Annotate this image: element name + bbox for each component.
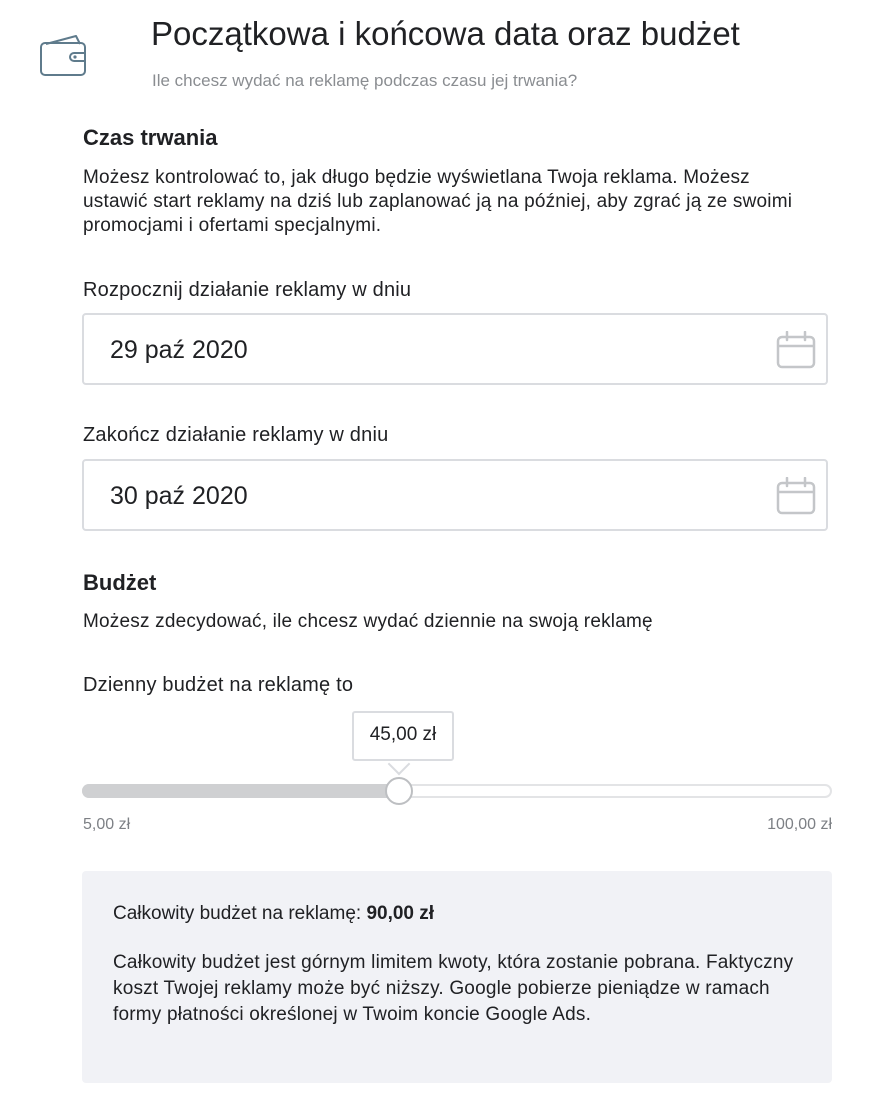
total-budget-label: Całkowity budżet na reklamę: — [113, 903, 362, 924]
start-date-value: 29 paź 2020 — [110, 336, 248, 364]
budget-description: Możesz zdecydować, ile chcesz wydać dziennie na swoją reklamę — [83, 611, 653, 632]
duration-heading: Czas trwania — [83, 125, 218, 150]
budget-summary-box — [82, 871, 832, 1083]
budget-slider-thumb[interactable] — [385, 777, 413, 805]
calendar-icon[interactable] — [776, 477, 816, 515]
total-budget-line — [113, 902, 434, 926]
calendar-icon[interactable] — [776, 331, 816, 369]
page-subtitle: Ile chcesz wydać na reklamę podczas czasu jej trwania? — [152, 71, 578, 90]
duration-description: Możesz kontrolować to, jak długo będzie wyświetlana Twoja reklama. Możesz ustawić start reklamy na dziś lub zaplanować ją na później, aby zgrać ją ze swoimi promocjami i ofertami specjalnymi. — [83, 167, 793, 236]
start-date-field[interactable] — [82, 313, 828, 385]
page-title: Początkowa i końcowa data oraz budżet — [151, 15, 740, 52]
start-date-label: Rozpocznij działanie reklamy w dniu — [83, 279, 412, 301]
slider-value-tooltip: 45,00 zł — [352, 711, 454, 761]
slider-min-label: 5,00 zł — [83, 816, 131, 833]
end-date-field[interactable] — [82, 459, 828, 531]
wallet-icon — [38, 32, 90, 78]
daily-budget-label: Dzienny budżet na reklamę to — [83, 674, 354, 696]
slider-max-label: 100,00 zł — [767, 816, 832, 833]
end-date-label: Zakończ działanie reklamy w dniu — [83, 424, 389, 446]
total-budget-note: Całkowity budżet jest górnym limitem kwoty, która zostanie pobrana. Faktyczny koszt Twojej reklamy może być niższy. Google pobierze pieniądze w ramach formy płatności określonej w Twoim koncie Google Ads. — [113, 952, 794, 1025]
end-date-value: 30 paź 2020 — [110, 482, 248, 510]
total-budget-value: 90,00 zł — [366, 903, 435, 924]
budget-heading: Budżet — [83, 570, 157, 595]
budget-slider-fill — [82, 784, 399, 798]
